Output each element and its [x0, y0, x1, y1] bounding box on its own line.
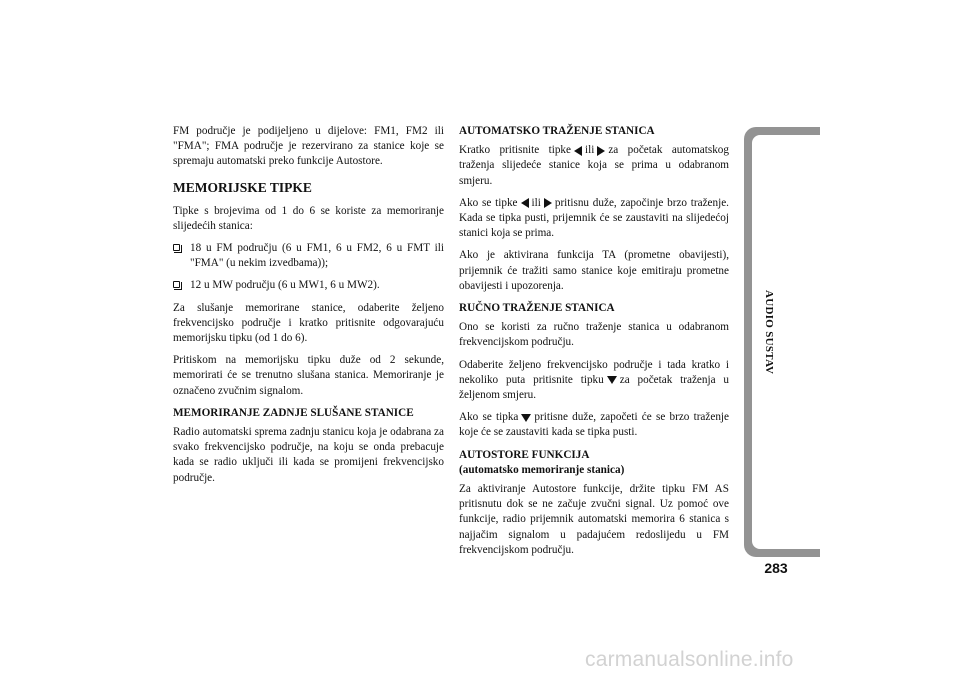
auto-search-paragraph-2: [459, 196, 729, 242]
manual-search-paragraph-1: Ono se koristi za ručno traženje stanica u odabranom frekvencijskom području.: [459, 321, 729, 349]
text-span: za početak traženja u željenom smjeru.: [459, 373, 729, 402]
bullet-text: 18 u FM području (6 u FM1, 6 u FM2, 6 u FMT ili "FMA" (u nekim izvedbama));: [190, 242, 444, 270]
bullet-text: 12 u MW području (6 u MW1, 6 u MW2).: [190, 279, 380, 292]
manual-search-paragraph-3: [459, 410, 729, 440]
text-span: Kratko pritisnite tipke: [459, 144, 571, 157]
right-arrow-icon: [597, 146, 605, 156]
auto-search-paragraph-1: [459, 143, 729, 189]
text-span: ili: [585, 144, 595, 157]
text-span: pritisnu duže, započinje brzo traženje. Kada se tipka pusti, prijemnik će se zaustaviti na slijedećoj stanici koja se prima.: [459, 196, 729, 240]
listen-paragraph: Za slušanje memorirane stanice, odaberite željeno frekvencijsko područje i kratko pritisnite odgovarajuću memorijsku tipku (od 1 do 6).: [173, 301, 444, 345]
last-station-heading: MEMORIRANJE ZADNJE SLUŠANE STANICE: [173, 406, 414, 419]
bullet-icon: [173, 244, 180, 251]
memory-keys-heading: MEMORIJSKE TIPKE: [173, 179, 312, 195]
left-arrow-icon: [574, 146, 582, 156]
section-tab: [744, 127, 820, 557]
down-arrow-icon: [607, 376, 617, 384]
watermark: carmanualsonline.info: [585, 648, 794, 671]
memory-keys-intro: Tipke s brojevima od 1 do 6 se koriste za memoriranje slijedećih stanica:: [173, 204, 444, 232]
auto-search-paragraph-3: Ako je aktivirana funkcija TA (prometne obavijesti), prijemnik će tražiti samo stanice koje emitiraju prometne obavijesti i upozorenja.: [459, 249, 729, 292]
manual-search-heading: RUČNO TRAŽENJE STANICA: [459, 302, 615, 315]
text-span: za početak automatskog traženja slijedeće stanice koja se prima u odabranom smjeru.: [459, 144, 729, 187]
list-item: [173, 241, 444, 271]
autostore-subheading: (automatsko memoriranje stanica): [459, 463, 625, 476]
list-item: [173, 278, 444, 293]
down-arrow-icon: [521, 414, 531, 422]
left-column: [173, 124, 444, 493]
right-column: [459, 124, 729, 565]
text-span: ili: [531, 196, 541, 209]
autostore-heading: AUTOSTORE FUNKCIJA: [459, 448, 590, 461]
press-paragraph: Pritiskom na memorijsku tipku duže od 2 sekunde, memorirati će se trenutno slušana stanica. Memoriranje je označeno zvučnim signalom.: [173, 354, 444, 397]
intro-paragraph: FM područje je podijeljeno u dijelove: FM1, FM2 ili "FMA"; FMA područje je rezervirano za stanice koje se spremaju automatski preko funkcije Autostore.: [173, 125, 444, 168]
section-tab-label: AUDIO SUSTAV: [763, 290, 775, 375]
left-arrow-icon: [521, 198, 529, 208]
right-arrow-icon: [544, 198, 552, 208]
bullet-icon: [173, 281, 180, 288]
text-span: Ako se tipke: [459, 196, 518, 209]
text-span: Ako se tipka: [459, 411, 519, 424]
page-number: 283: [764, 560, 788, 576]
text-span: Odaberite željeno frekvencijsko područje i tada kratko i nekoliko puta pritisnite tipku: [459, 358, 729, 386]
auto-search-heading: AUTOMATSKO TRAŽENJE STANICA: [459, 125, 655, 137]
text-span: pritisne duže, započeti će se brzo traženje koje će se zaustaviti kada se tipka pusti.: [459, 411, 729, 439]
last-station-paragraph: Radio automatski sprema zadnju stanicu koja je odabrana za svako frekvencijsko područje, na koju se onda prebacuje kada se radio uključi ili kada se promijeni frekvencijsko područje.: [173, 426, 444, 484]
autostore-paragraph: Za aktiviranje Autostore funkcije, držite tipku FM AS pritisnutu dok se ne začuje zvučni signal. Uz pomoć ove funkcije, radio prijemnik automatski memorira 6 stanica s najjačim signalom u padajućem redoslijedu u FM frekvencijskom području.: [459, 483, 729, 556]
manual-search-paragraph-2: [459, 358, 729, 404]
